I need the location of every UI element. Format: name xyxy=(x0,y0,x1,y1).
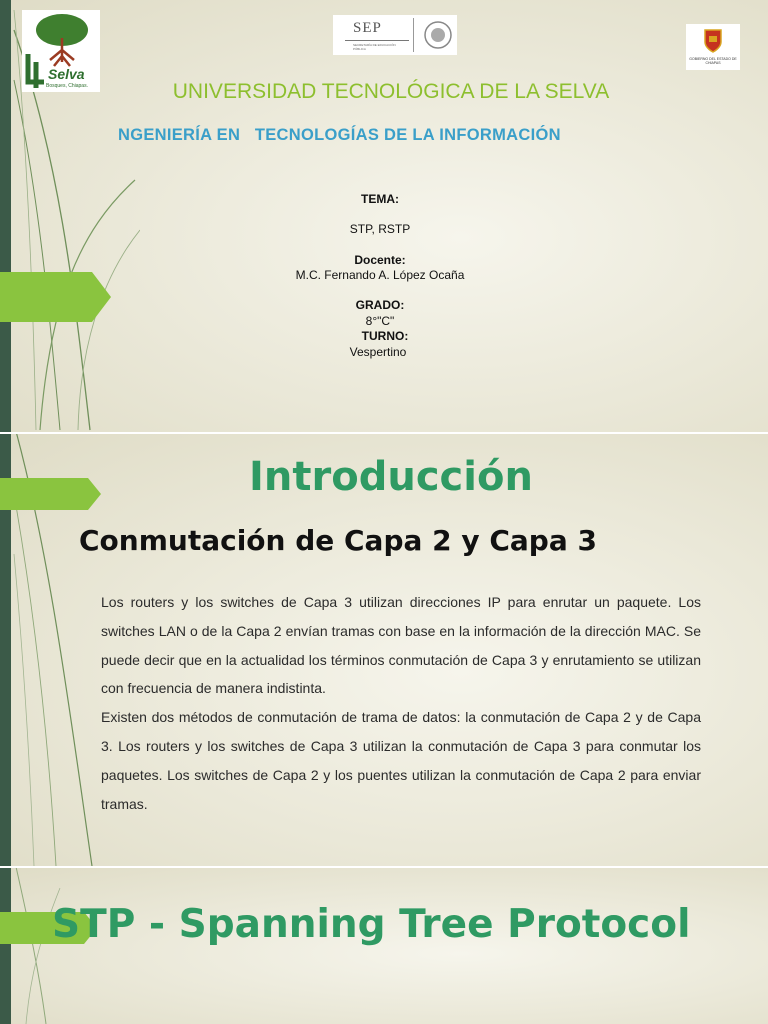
introduction-slide xyxy=(0,434,768,866)
coat-of-arms-icon xyxy=(423,19,453,51)
body-text xyxy=(101,588,701,818)
docente-value: M.C. Fernando A. López Ocaña xyxy=(295,268,465,282)
grado-label: GRADO: xyxy=(355,298,405,312)
slide-title: Introducción xyxy=(249,454,533,500)
sep-subtext: SECRETARÍA DE EDUCACIÓN PÚBLICA xyxy=(353,43,396,51)
sep-logo xyxy=(333,15,457,55)
logo-text: Selva xyxy=(48,66,85,82)
chiapas-logo xyxy=(686,24,740,70)
title-slide xyxy=(0,0,768,432)
paragraph-2: Existen dos métodos de conmutación de trama de datos: la conmutación de Capa 2 y de Capa 3. Los routers y los switches de Capa 3 utilizan la conmutación de Capa 3 para conmutar los paquetes. Los switches de Capa 2 y los puentes utilizan la conmutación de Capa 2 para enviar tramas. xyxy=(101,709,701,812)
turno-label: TURNO: xyxy=(361,329,409,343)
left-rail xyxy=(0,868,11,1024)
left-rail xyxy=(0,0,11,432)
slide-title: STP - Spanning Tree Protocol xyxy=(52,902,691,947)
career-name: NGENIERÍA EN TECNOLOGÍAS DE LA INFORMACIÓN xyxy=(118,126,561,144)
docente-label: Docente: xyxy=(354,253,406,267)
slide-subtitle: Conmutación de Capa 2 y Capa 3 xyxy=(79,524,597,557)
tema-label: TEMA: xyxy=(361,192,399,206)
university-name: UNIVERSIDAD TECNOLÓGICA DE LA SELVA xyxy=(172,80,610,103)
grado-value: 8°"C" xyxy=(365,314,395,328)
slide-tab xyxy=(0,272,112,322)
paragraph-1: Los routers y los switches de Capa 3 utilizan direcciones IP para enrutar un paquete. Los switches LAN o de la Capa 2 envían tramas con base en la información de la dirección MAC. Se puede decir que en la actualidad los términos conmutación de Capa 3 y enrutamiento se utilizan con frecuencia de manera indistinta. xyxy=(101,594,701,697)
turno-value: Vespertino xyxy=(349,345,407,359)
logo-subtext: Bosques, Chiapas. xyxy=(46,83,88,89)
stp-slide xyxy=(0,868,768,1024)
chiapas-subtext: GOBIERNO DEL ESTADO DE CHIAPAS xyxy=(689,57,737,65)
sep-text: SEP xyxy=(353,20,382,36)
tema-value: STP, RSTP xyxy=(349,222,411,236)
shield-icon xyxy=(703,28,723,54)
